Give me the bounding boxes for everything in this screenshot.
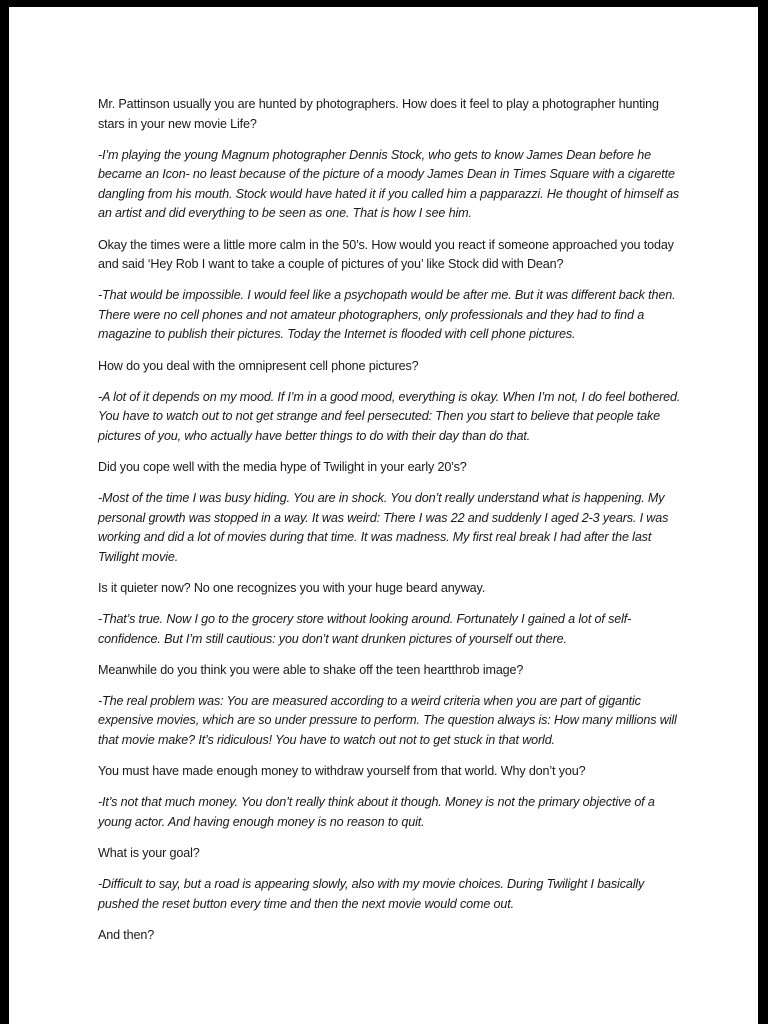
answer-paragraph: -The real problem was: You are measured according to a weird criteria when you are part of gigantic expensive movies, which are so under pressure to perform. The question always is: How many millions will that movie make? It’s ridiculous! You have to watch out not to get stuck in that world. xyxy=(98,693,677,747)
question-paragraph: What is your goal? xyxy=(98,845,200,860)
question-paragraph: Meanwhile do you think you were able to shake off the teen heartthrob image? xyxy=(98,662,524,677)
document-page xyxy=(9,7,758,1024)
question-paragraph: Is it quieter now? No one recognizes you with your huge beard anyway. xyxy=(98,580,486,595)
interview-text xyxy=(98,95,683,957)
answer-paragraph: -A lot of it depends on my mood. If I’m in a good mood, everything is okay. When I’m not, I do feel bothered. You have to watch out to not get strange and feel persecuted: Then you start to believe that people take pictures of you, who actually have better things to do with their day than do that. xyxy=(98,389,681,443)
question-paragraph: Okay the times were a little more calm in the 50’s. How would you react if someone approached you today and said ‘Hey Rob I want to take a couple of pictures of you’ like Stock did with Dean? xyxy=(98,237,674,272)
answer-paragraph: -That would be impossible. I would feel like a psychopath would be after me. But it was different back then. There were no cell phones and not amateur photographers, only professionals and they had to find a magazine to publish their pictures. Today the Internet is flooded with cell phone pictures. xyxy=(98,288,676,342)
question-paragraph: You must have made enough money to withdraw yourself from that world. Why don’t you? xyxy=(98,764,586,779)
answer-paragraph: -That’s true. Now I go to the grocery store without looking around. Fortunately I gained a lot of self-confidence. But I’m still cautious: you don’t want drunken pictures of yourself out there. xyxy=(98,611,632,646)
question-paragraph: Did you cope well with the media hype of Twilight in your early 20’s? xyxy=(98,459,467,474)
answer-paragraph: -It’s not that much money. You don’t really think about it though. Money is not the primary objective of a young actor. And having enough money is no reason to quit. xyxy=(98,795,655,829)
answer-paragraph: -Most of the time I was busy hiding. You are in shock. You don’t really understand what is happening. My personal growth was stopped in a way. It was weird: There I was 22 and suddenly I aged 2-3 years. I was working and did a lot of movies during that time. It was madness. My first real break I had after the last Twilight movie. xyxy=(98,491,669,564)
question-paragraph: How do you deal with the omnipresent cell phone pictures? xyxy=(98,358,419,373)
answer-paragraph: -Difficult to say, but a road is appearing slowly, also with my movie choices. During Twilight I basically pushed the reset button every time and then the next movie would come out. xyxy=(98,876,645,911)
answer-paragraph: -I’m playing the young Magnum photographer Dennis Stock, who gets to know James Dean before he became an Icon- no least because of the picture of a moody James Dean in Times Square with a cigarette dangling from his mouth. Stock would have hated it if you called him a papparazzi. He thought of himself as an artist and did everything to be seen as one. That is how I see him. xyxy=(98,147,680,221)
question-paragraph: And then? xyxy=(98,927,155,942)
question-paragraph: Mr. Pattinson usually you are hunted by photographers. How does it feel to play a photographer hunting stars in your new movie Life? xyxy=(98,97,659,131)
